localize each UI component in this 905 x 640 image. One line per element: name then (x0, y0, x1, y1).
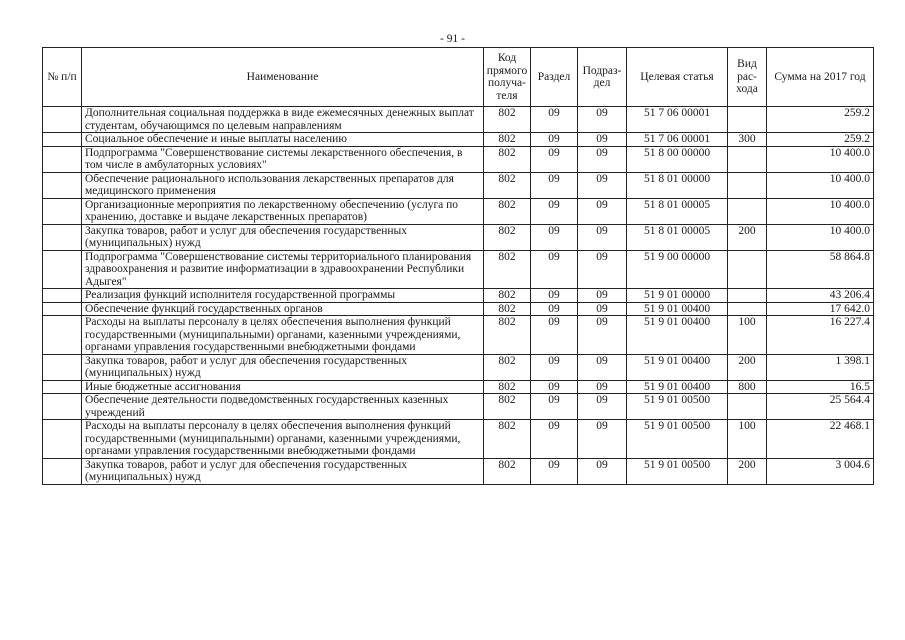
row-expense-type: 200 (728, 224, 767, 250)
row-expense-type (728, 146, 767, 172)
row-num (43, 250, 82, 289)
row-section: 09 (531, 302, 578, 316)
row-section: 09 (531, 380, 578, 394)
row-target: 51 9 01 00400 (627, 316, 728, 355)
row-name: Подпрограмма "Совершенствование системы территориального планирования здравоохранения и развитие информатизации в здравоохранении Республики Адыгея" (82, 250, 484, 289)
row-amount: 16 227.4 (767, 316, 874, 355)
row-num (43, 289, 82, 303)
row-subsection: 09 (578, 198, 627, 224)
row-target: 51 7 06 00001 (627, 107, 728, 133)
header-name: Наименование (82, 48, 484, 107)
row-code: 802 (484, 172, 531, 198)
table-row (43, 250, 874, 289)
row-num (43, 107, 82, 133)
table-row (43, 172, 874, 198)
row-section: 09 (531, 420, 578, 459)
row-subsection: 09 (578, 458, 627, 484)
row-amount: 10 400.0 (767, 224, 874, 250)
row-section: 09 (531, 289, 578, 303)
row-target: 51 8 01 00005 (627, 224, 728, 250)
header-amount: Сумма на 2017 год (767, 48, 874, 107)
row-name: Закупка товаров, работ и услуг для обеспечения государственных (муниципальных) нужд (82, 458, 484, 484)
row-expense-type: 100 (728, 420, 767, 459)
row-expense-type (728, 394, 767, 420)
row-expense-type: 200 (728, 354, 767, 380)
row-code: 802 (484, 302, 531, 316)
row-target: 51 9 01 00500 (627, 458, 728, 484)
row-amount: 16.5 (767, 380, 874, 394)
table-row (43, 458, 874, 484)
row-subsection: 09 (578, 302, 627, 316)
table-row (43, 394, 874, 420)
table-row (43, 380, 874, 394)
row-name: Обеспечение деятельности подведомственных государственных казенных учреждений (82, 394, 484, 420)
row-num (43, 458, 82, 484)
row-section: 09 (531, 458, 578, 484)
table-row (43, 316, 874, 355)
row-name: Дополнительная социальная поддержка в виде ежемесячных денежных выплат студентам, обучающимся по целевым направлениям (82, 107, 484, 133)
row-expense-type: 800 (728, 380, 767, 394)
row-subsection: 09 (578, 172, 627, 198)
row-name: Социальное обеспечение и иные выплаты населению (82, 133, 484, 147)
row-subsection: 09 (578, 354, 627, 380)
row-num (43, 394, 82, 420)
row-code: 802 (484, 354, 531, 380)
table-row (43, 107, 874, 133)
row-amount: 22 468.1 (767, 420, 874, 459)
row-num (43, 172, 82, 198)
row-name: Обеспечение рационального использования лекарственных препаратов для медицинского применения (82, 172, 484, 198)
row-amount: 58 864.8 (767, 250, 874, 289)
row-code: 802 (484, 316, 531, 355)
row-subsection: 09 (578, 107, 627, 133)
row-code: 802 (484, 289, 531, 303)
row-subsection: 09 (578, 380, 627, 394)
row-amount: 25 564.4 (767, 394, 874, 420)
row-section: 09 (531, 133, 578, 147)
row-code: 802 (484, 198, 531, 224)
table-row (43, 224, 874, 250)
row-target: 51 7 06 00001 (627, 133, 728, 147)
row-amount: 10 400.0 (767, 146, 874, 172)
row-section: 09 (531, 316, 578, 355)
table-header-row (43, 48, 874, 107)
row-name: Расходы на выплаты персоналу в целях обеспечения выполнения функций государственными (муниципальными) органами, казенными учреждениями, органами управления государственными внебюджетными фондами (82, 420, 484, 459)
row-subsection: 09 (578, 420, 627, 459)
row-name: Подпрограмма "Совершенствование системы лекарственного обеспечения, в том числе в амбулаторных условиях" (82, 146, 484, 172)
row-section: 09 (531, 172, 578, 198)
table-row (43, 302, 874, 316)
row-num (43, 354, 82, 380)
header-num: № п/п (43, 48, 82, 107)
table-row (43, 420, 874, 459)
row-target: 51 9 01 00500 (627, 420, 728, 459)
row-section: 09 (531, 394, 578, 420)
row-target: 51 9 01 00500 (627, 394, 728, 420)
row-subsection: 09 (578, 146, 627, 172)
row-expense-type (728, 250, 767, 289)
row-target: 51 8 00 00000 (627, 146, 728, 172)
row-num (43, 316, 82, 355)
row-amount: 3 004.6 (767, 458, 874, 484)
row-code: 802 (484, 146, 531, 172)
table-row (43, 133, 874, 147)
row-section: 09 (531, 198, 578, 224)
row-target: 51 9 01 00400 (627, 380, 728, 394)
row-code: 802 (484, 394, 531, 420)
row-subsection: 09 (578, 224, 627, 250)
row-num (43, 146, 82, 172)
row-code: 802 (484, 458, 531, 484)
row-code: 802 (484, 224, 531, 250)
row-amount: 259.2 (767, 133, 874, 147)
row-code: 802 (484, 133, 531, 147)
row-amount: 43 206.4 (767, 289, 874, 303)
row-num (43, 133, 82, 147)
row-subsection: 09 (578, 250, 627, 289)
table-row (43, 198, 874, 224)
row-target: 51 8 01 00000 (627, 172, 728, 198)
table-row (43, 146, 874, 172)
row-num (43, 302, 82, 316)
row-expense-type: 200 (728, 458, 767, 484)
table-row (43, 354, 874, 380)
row-num (43, 224, 82, 250)
row-expense-type (728, 172, 767, 198)
row-subsection: 09 (578, 289, 627, 303)
row-name: Расходы на выплаты персоналу в целях обеспечения выполнения функций государственными (муниципальными) органами, казенными учреждениями, органами управления государственными внебюджетными фондами (82, 316, 484, 355)
header-expense-type: Вид рас- хода (728, 48, 767, 107)
row-name: Организационные мероприятия по лекарственному обеспечению (услуга по хранению, доставке и выдаче лекарственных препаратов) (82, 198, 484, 224)
row-name: Закупка товаров, работ и услуг для обеспечения государственных (муниципальных) нужд (82, 354, 484, 380)
row-subsection: 09 (578, 133, 627, 147)
row-expense-type (728, 289, 767, 303)
row-code: 802 (484, 250, 531, 289)
row-section: 09 (531, 224, 578, 250)
row-amount: 1 398.1 (767, 354, 874, 380)
header-target: Целевая статья (627, 48, 728, 107)
row-expense-type (728, 302, 767, 316)
row-amount: 10 400.0 (767, 172, 874, 198)
row-target: 51 8 01 00005 (627, 198, 728, 224)
row-target: 51 9 01 00000 (627, 289, 728, 303)
row-name: Закупка товаров, работ и услуг для обеспечения государственных (муниципальных) нужд (82, 224, 484, 250)
row-code: 802 (484, 380, 531, 394)
row-name: Обеспечение функций государственных органов (82, 302, 484, 316)
row-section: 09 (531, 146, 578, 172)
row-num (43, 380, 82, 394)
row-amount: 17 642.0 (767, 302, 874, 316)
row-expense-type: 300 (728, 133, 767, 147)
header-section: Раздел (531, 48, 578, 107)
row-name: Реализация функций исполнителя государственной программы (82, 289, 484, 303)
row-code: 802 (484, 420, 531, 459)
row-num (43, 420, 82, 459)
row-name: Иные бюджетные ассигнования (82, 380, 484, 394)
row-target: 51 9 01 00400 (627, 354, 728, 380)
row-section: 09 (531, 250, 578, 289)
row-target: 51 9 01 00400 (627, 302, 728, 316)
header-code: Код прямого получа- теля (484, 48, 531, 107)
row-expense-type (728, 198, 767, 224)
row-target: 51 9 00 00000 (627, 250, 728, 289)
row-amount: 10 400.0 (767, 198, 874, 224)
row-section: 09 (531, 354, 578, 380)
row-subsection: 09 (578, 316, 627, 355)
row-amount: 259.2 (767, 107, 874, 133)
row-code: 802 (484, 107, 531, 133)
page-number: - 91 - (440, 33, 465, 45)
row-expense-type (728, 107, 767, 133)
row-num (43, 198, 82, 224)
row-expense-type: 100 (728, 316, 767, 355)
budget-table (42, 47, 874, 485)
header-subsection: Подраз- дел (578, 48, 627, 107)
row-subsection: 09 (578, 394, 627, 420)
table-row (43, 289, 874, 303)
row-section: 09 (531, 107, 578, 133)
